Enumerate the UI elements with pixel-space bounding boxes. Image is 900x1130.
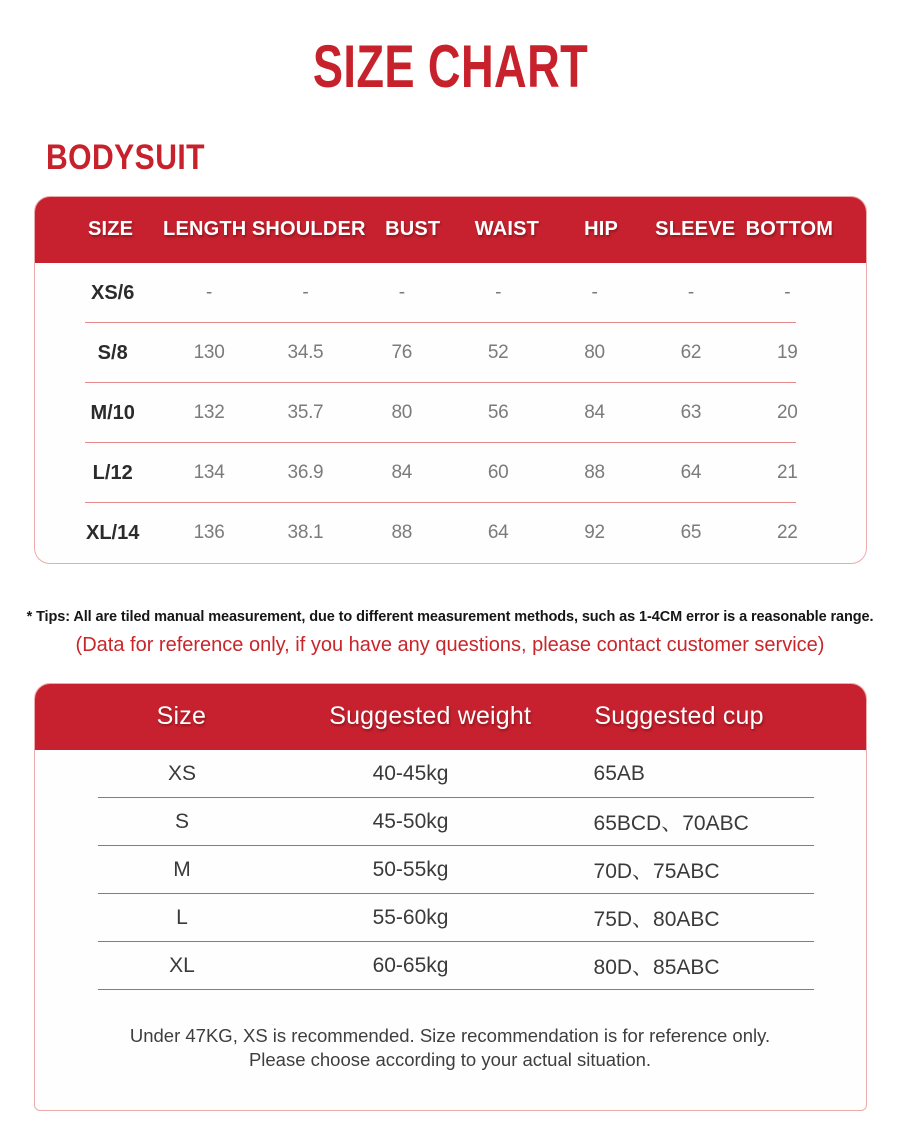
footnote-line-1: Under 47KG, XS is recommended. Size recommendation is for reference only. xyxy=(129,1024,771,1046)
value-cell: 60 xyxy=(487,462,509,483)
size-recommendation-table xyxy=(34,683,867,1111)
table-row xyxy=(35,750,866,798)
value-cell: - xyxy=(398,282,405,303)
size-cell: XL/14 xyxy=(86,521,140,544)
value-cell: 88 xyxy=(584,462,605,483)
cup-cell: 70D、75ABC xyxy=(593,860,720,883)
column-header-cup: Suggested cup xyxy=(594,702,764,730)
value-cell: 62 xyxy=(680,342,702,363)
value-cell: 136 xyxy=(193,522,225,543)
value-cell: - xyxy=(591,282,598,303)
size-cell: S/8 xyxy=(97,341,128,364)
column-header-size: Size xyxy=(156,702,207,730)
column-header-hip: HIP xyxy=(584,218,619,240)
value-cell: 34.5 xyxy=(287,342,324,363)
value-cell: 84 xyxy=(391,462,413,483)
value-cell: 36.9 xyxy=(287,462,324,483)
value-cell: 56 xyxy=(487,402,509,423)
reference-note: (Data for reference only, if you have any questions, please contact customer service) xyxy=(75,634,825,656)
recommendation-table-body xyxy=(35,750,866,990)
cup-cell: 75D、80ABC xyxy=(593,908,720,931)
table-row xyxy=(35,443,866,503)
value-cell: 80 xyxy=(584,342,605,363)
table-row xyxy=(35,383,866,443)
value-cell: 88 xyxy=(391,522,413,543)
value-cell: 65 xyxy=(680,522,702,543)
column-header-waist: WAIST xyxy=(474,218,540,240)
column-header-length: LENGTH xyxy=(163,218,247,240)
weight-cell: 50-55kg xyxy=(372,858,449,881)
cup-cell: 65AB xyxy=(593,762,645,785)
value-cell: 52 xyxy=(487,342,509,363)
table-row xyxy=(35,323,866,383)
value-cell: 22 xyxy=(777,522,798,543)
value-cell: 19 xyxy=(777,342,798,363)
table-row xyxy=(35,846,866,894)
value-cell: - xyxy=(495,282,502,303)
value-cell: 35.7 xyxy=(287,402,324,423)
column-header-bottom: BOTTOM xyxy=(745,218,834,240)
weight-cell: 45-50kg xyxy=(372,810,449,833)
footnote-line-2: Please choose according to your actual situation. xyxy=(248,1049,652,1071)
weight-cell: 40-45kg xyxy=(372,762,449,785)
value-cell: - xyxy=(784,282,791,303)
value-cell: 76 xyxy=(391,342,413,363)
table-row xyxy=(35,503,866,563)
value-cell: 134 xyxy=(193,462,225,483)
value-cell: 21 xyxy=(777,462,798,483)
measurement-table-body xyxy=(35,263,866,563)
size-cell: XL xyxy=(169,954,195,977)
size-cell: XS xyxy=(167,762,196,785)
value-cell: - xyxy=(302,282,309,303)
section-heading-text: BODYSUIT xyxy=(46,138,205,177)
size-cell: L/12 xyxy=(92,461,133,484)
column-header-sleeve: SLEEVE xyxy=(655,218,736,240)
page-title-text: SIZE CHART xyxy=(312,32,588,101)
size-cell: S xyxy=(174,810,189,833)
table-row xyxy=(35,942,866,990)
value-cell: 64 xyxy=(680,462,702,483)
size-cell: XS/6 xyxy=(91,281,135,304)
cup-cell: 65BCD、70ABC xyxy=(593,812,749,835)
cup-cell: 80D、85ABC xyxy=(593,956,720,979)
value-cell: 132 xyxy=(193,402,225,423)
table-row xyxy=(35,894,866,942)
size-cell: M/10 xyxy=(90,401,135,424)
value-cell: 63 xyxy=(680,402,702,423)
page-title xyxy=(0,0,900,101)
table-row xyxy=(35,798,866,846)
value-cell: 92 xyxy=(584,522,605,543)
value-cell: 130 xyxy=(193,342,225,363)
recommendation-footnote xyxy=(35,1009,866,1092)
bodysuit-measurement-table xyxy=(34,196,867,564)
value-cell: 80 xyxy=(391,402,413,423)
value-cell: 20 xyxy=(777,402,798,423)
column-header-bust: BUST xyxy=(385,218,441,240)
value-cell: 64 xyxy=(487,522,509,543)
value-cell: 84 xyxy=(584,402,605,423)
size-cell: M xyxy=(173,858,191,881)
size-cell: L xyxy=(176,906,188,929)
weight-cell: 60-65kg xyxy=(372,954,449,977)
value-cell: 38.1 xyxy=(287,522,324,543)
weight-cell: 55-60kg xyxy=(372,906,449,929)
measurement-table-header xyxy=(34,196,867,263)
value-cell: - xyxy=(206,282,213,303)
table-row xyxy=(35,263,866,323)
column-header-shoulder: SHOULDER xyxy=(251,218,366,240)
column-header-weight: Suggested weight xyxy=(329,702,532,730)
section-heading-bodysuit xyxy=(46,140,900,175)
recommendation-table-header xyxy=(34,683,867,750)
column-header-size: SIZE xyxy=(87,218,134,240)
value-cell: - xyxy=(687,282,694,303)
tips-note: * Tips: All are tiled manual measurement, due to different measurement methods, such as 1-4CM error is a reasonable range. xyxy=(26,609,874,625)
